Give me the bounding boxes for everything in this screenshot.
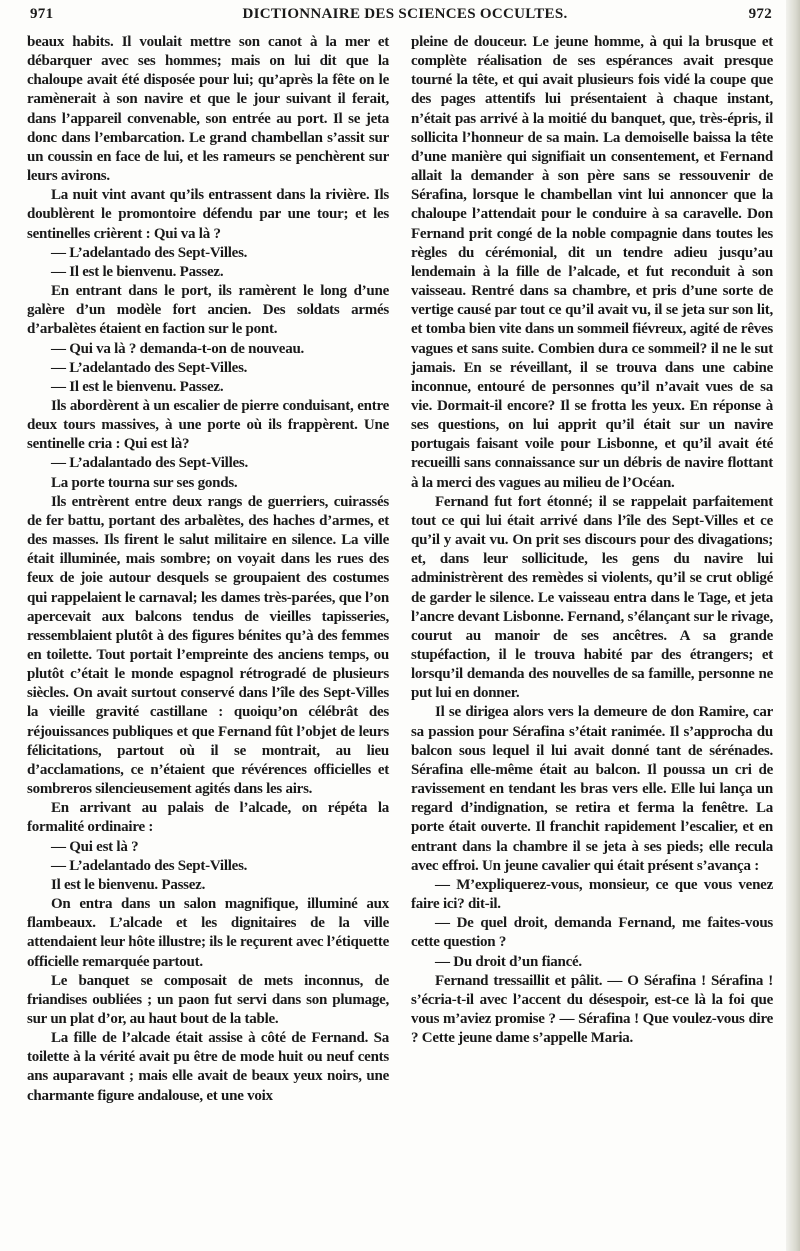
paragraph: La nuit vint avant qu’ils entrassent dans la rivière. Ils doublèrent le promontoire défendu par une tour; et les sentinelles crièrent : Qui va là ? [27, 187, 389, 242]
dialogue-line: — L’adelantado des Sept-Villes. [51, 244, 248, 261]
dialogue-line: — Il est le bienvenu. Passez. [51, 263, 224, 280]
dialogue-line: — De quel droit, demanda Fernand, me faites-vous cette question ? [411, 915, 773, 951]
page-number-left: 971 [30, 6, 54, 22]
dialogue-line: — L’adelantado des Sept-Villes. [51, 857, 248, 874]
dialogue-line: — Qui va là ? demanda-t-on de nouveau. [51, 340, 305, 357]
paragraph: Fernand fut fort étonné; il se rappelait parfaitement tout ce qui lui était arrivé dans l’île des Sept-Villes et ce qu’il y avait vu. On prit ses discours pour des divagations; et, dans leur sollicitude, les gens du navire lui administrèrent des remèdes si violents, qu’il se crut obligé de garder le silence. Le vaisseau entra dans le Tage, et jeta l’ancre devant Lisbonne. Fernand, s’élançant sur le rivage, courut au manoir de ses ancêtres. A sa grande stupéfaction, il le trouva habité par des étrangers; et lorsqu’il demanda des nouvelles de sa famille, personne ne put lui en donner. [411, 493, 773, 702]
paragraph: Ils entrèrent entre deux rangs de guerriers, cuirassés de fer battu, portant des arbalètes, des haches d’armes, et des masses. Ils firent le salut militaire en silence. La ville était illuminée, mais sombre; on voyait dans les rues des feux de joie autour desquels se groupaient des costumes qui rappelaient le carnaval; les dames très-parées, que l’on apercevait aux balcons tendus de vieilles tapisseries, ressemblaient plutôt à des figures bénites qu’à des femmes en toilette. Tout portait l’empreinte des anciens temps, ou plutôt c’était le monde espagnol rétrogradé de plusieurs siècles. On avait surtout conservé dans l’île des Sept-Villes la vieille gravité castillane : quoiqu’on célébrât des réjouissances publiques et que Fernand fût l’objet de leurs félicitations, partout où il se montrait, au lieu d’acclamations, ce n’étaient que révérences officielles et sombreros silencieusement agités dans les airs. [27, 493, 389, 798]
paragraph: pleine de douceur. Le jeune homme, à qui la brusque et complète réalisation de ses espérances avait presque tourné la tête, et qui avait plusieurs fois vidé la coupe que des pages attentifs lui présentaient à chaque instant, n’était pas arrivé à la moitié du banquet, que, très-épris, il sollicita l’honneur de sa main. La demoiselle baissa la tête d’une manière qui signifiait un consentement, et Fernand allait la demander à son père sans se ressouvenir de Sérafina, lorsque le chambellan vint lui annoncer que la chaloupe l’attendait pour le conduire à sa caravelle. Don Fernand prit congé de la noble compagnie dans toutes les règles du cérémonial, dit un tendre adieu jusqu’au lendemain à la fille de l’alcade, et fut reconduit à son vaisseau. Rentré dans sa chambre, et pris d’une sorte de vertige causé par tout ce qu’il avait vu, il se jeta sur son lit, et tomba bien vite dans un sommeil fiévreux, agité de rêves vagues et sans suite. Combien dura ce sommeil? il ne le sut jamais. En se réveillant, il se trouva dans une cabine inconnue, entouré de personnes qu’il n’avait vues de sa vie. Dormait-il encore? Il se frotta les yeux. En réponse à ses questions, on lui apprit qu’il était sur un navire portugais faisant voile pour Lisbonne, et qu’il avait été recueilli sans connaissance sur un débris de navire flottant à la merci des vagues au milieu de l’Océan. [411, 34, 773, 491]
page-binding-edge [786, 0, 800, 1251]
dialogue-line: — M’expliquerez-vous, monsieur, ce que vous venez faire ici? dit-il. [411, 876, 773, 913]
dialogue-line: — Qui est là ? [51, 838, 139, 855]
paragraph: En entrant dans le port, ils ramèrent le long d’une galère d’un modèle fort ancien. Des soldats armés d’arbalètes étaient en faction sur le pont. [27, 283, 389, 338]
dialogue-line: — Il est le bienvenu. Passez. [51, 378, 224, 395]
dialogue-line: Il est le bienvenu. Passez. [51, 876, 206, 893]
paragraph: Fernand tressaillit et pâlit. — O Sérafina ! Sérafina ! s’écria-t-il avec l’accent du désespoir, est-ce là la foi que vous m’aviez promise ? — Sérafina ! Que voulez-vous dire ? Cette jeune dame s’appelle Maria. [411, 972, 773, 1047]
dialogue-line: — Du droit d’un fiancé. [435, 953, 582, 970]
page-number-right: 972 [748, 6, 772, 22]
dialogue-line: — L’adelantado des Sept-Villes. [51, 359, 248, 376]
paragraph: Ils abordèrent à un escalier de pierre conduisant, entre deux tours massives, à une porte où ils frappèrent. Une sentinelle cria : Qui est là? [27, 397, 389, 453]
paragraph: En arrivant au palais de l’alcade, on répéta la formalité ordinaire : [27, 800, 389, 836]
paragraph: On entra dans un salon magnifique, illuminé aux flambeaux. L’alcade et les dignitaires de la ville attendaient leur hôte illustre; ils le reçurent avec l’étiquette officielle remarquée partout. [27, 896, 389, 970]
paragraph: beaux habits. Il voulait mettre son canot à la mer et débarquer avec ses hommes; mais on lui dit que la chaloupe avait été disposée pour lui; qu’après la fête on le ramènerait à son navire et que le jour suivant il ferait, dans l’appareil convenable, son entrée au port. Il se jeta donc dans l’embarcation. Le grand chambellan s’assit sur un coussin en face de lui, et les rameurs se penchèrent sur leurs avirons. [27, 34, 389, 185]
page-title: DICTIONNAIRE DES SCIENCES OCCULTES. [242, 6, 568, 22]
left-column [27, 33, 389, 1106]
paragraph: Le banquet se composait de mets inconnus, de friandises oubliées ; un paon fut servi dans son plumage, sur un plat d’or, au haut bout de la table. [27, 972, 389, 1027]
right-column [411, 33, 773, 1048]
paragraph: La fille de l’alcade était assise à côté de Fernand. Sa toilette à la vérité avait pu être de mode huit ou neuf cents ans auparavant ; mais elle avait de beaux yeux noirs, une charmante figure andalouse, et une voix [27, 1030, 389, 1104]
paragraph: La porte tourna sur ses gonds. [51, 474, 238, 491]
running-head [30, 6, 772, 28]
paragraph: Il se dirigea alors vers la demeure de don Ramire, car sa passion pour Sérafina s’était ranimée. Il s’approcha du balcon sous lequel il lui avait donné tant de sérénades. Sérafina elle-même était au balcon. Il poussa un cri de ravissement en tendant les bras vers elle. Elle lui lança un regard d’indignation, se retira et ferma la fenêtre. La porte était ouverte. Il franchit rapidement l’escalier, et en entrant dans la chambre il se jeta à ses pieds; elle recula avec effroi. Un jeune cavalier qui était présent s’avança : [411, 704, 773, 874]
dialogue-line: — L’adalantado des Sept-Villes. [51, 455, 249, 472]
